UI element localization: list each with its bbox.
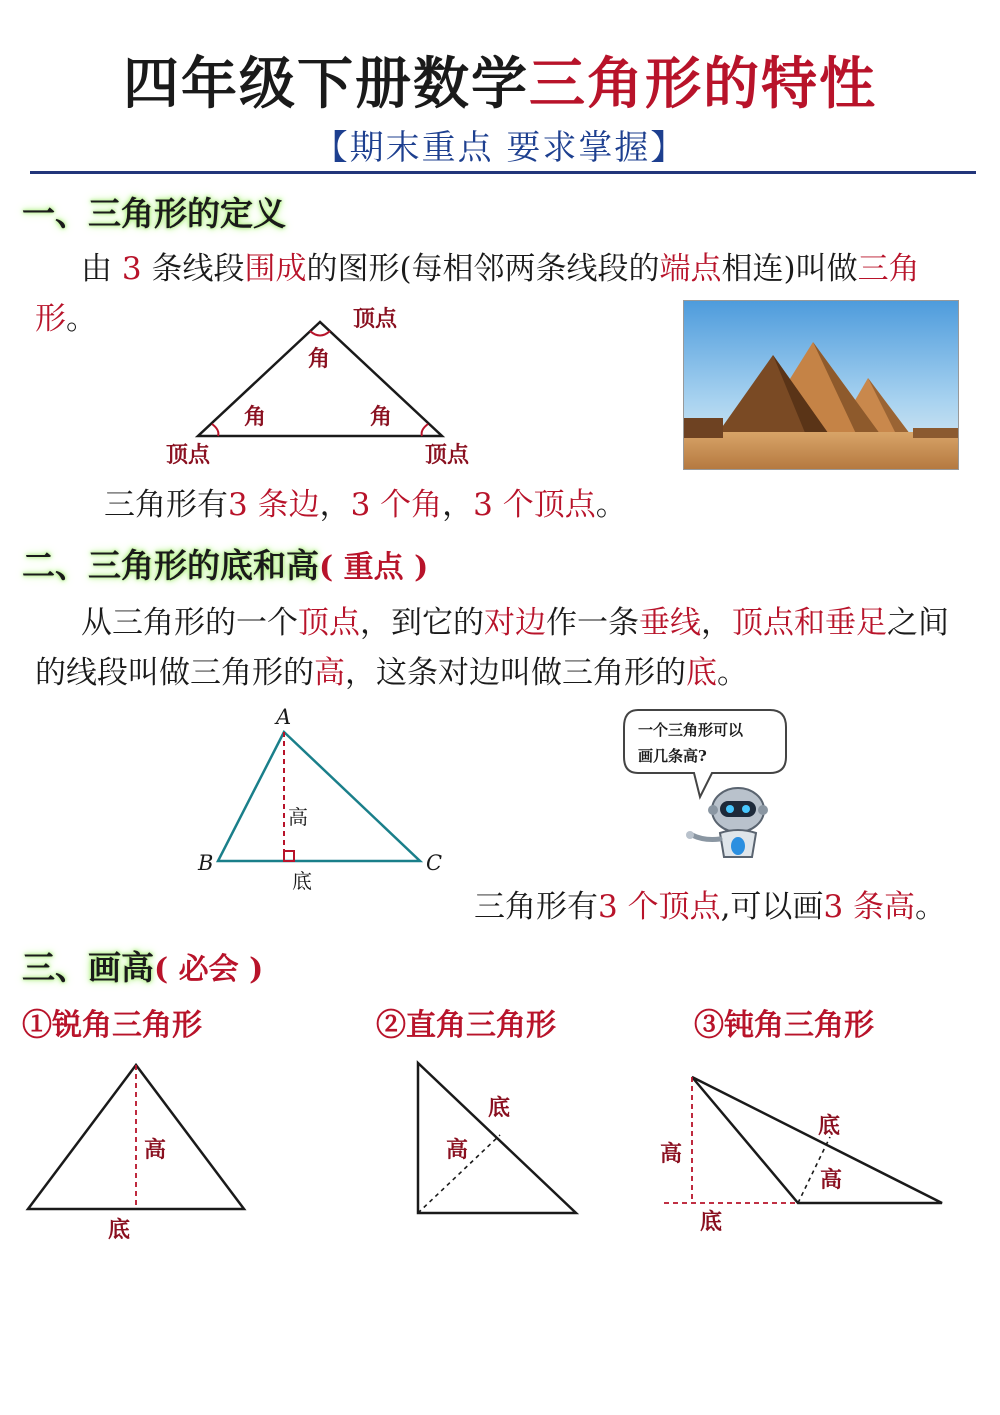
bubble-line1: 一个三角形可以 <box>638 721 744 739</box>
obtuse-triangle-label: ③钝角三角形 <box>694 1008 874 1043</box>
title-part2: 三角形的特性 <box>529 51 877 117</box>
robot-icon <box>686 788 768 857</box>
page-title <box>0 40 1000 120</box>
acute-triangle-diagram <box>20 1055 260 1255</box>
section3-heading: 三、画高( 必会 ) <box>22 948 264 987</box>
vertex-label-top: 顶点 <box>353 306 398 332</box>
acute-base-label: 底 <box>108 1217 131 1243</box>
bubble-line2: 画几条高? <box>638 747 707 765</box>
section1-summary: 三角形有3 条边，3 个角，3 个顶点。 <box>104 487 627 523</box>
abc-triangle <box>218 732 420 861</box>
definition-triangle-diagram <box>150 300 500 480</box>
title-part1: 四年级下册数学 <box>123 51 529 117</box>
right-angle-mark <box>284 851 294 861</box>
section2-definition: 从三角形的一个顶点，到它的对边作一条垂线，顶点和垂足之间的线段叫做三角形的高，这条对边叫做三角形的底。 <box>35 605 949 691</box>
abc-triangle-diagram <box>190 700 460 900</box>
right-triangle-label: ②直角三角形 <box>376 1008 556 1043</box>
height-label: 高 <box>288 805 308 829</box>
base-label: 底 <box>292 869 312 893</box>
angle-label-left: 角 <box>244 404 267 430</box>
robot-question-illustration <box>620 705 790 865</box>
obtuse-base-label: 底 <box>700 1209 723 1235</box>
page-subtitle: 【期末重点 要求掌握】 <box>313 128 687 168</box>
section2-heading: 二、三角形的底和高( 重点 ) <box>22 546 429 585</box>
vertex-label-right: 顶点 <box>425 442 470 468</box>
pyramids-photo <box>683 300 959 470</box>
acute-triangle-label: ①锐角三角形 <box>22 1008 202 1043</box>
obtuse-triangle <box>692 1077 942 1203</box>
right-height-label: 高 <box>446 1137 469 1163</box>
obtuse-height2-label: 高 <box>820 1167 843 1193</box>
right-base-label: 底 <box>488 1095 511 1121</box>
section1-definition: 由 3 条线段围成的图形(每相邻两条线段的端点相连)叫做三角形。 <box>35 251 920 337</box>
angle-label-top: 角 <box>308 346 331 372</box>
left-angle-arc <box>212 424 218 436</box>
section1-heading: 一、三角形的定义 <box>22 194 286 233</box>
obtuse-base2-label: 底 <box>818 1113 841 1139</box>
vertex-label-left: 顶点 <box>166 442 211 468</box>
section2-summary: 三角形有3 个顶点,可以画3 条高。 <box>474 889 947 925</box>
obtuse-triangle-diagram <box>650 1055 960 1255</box>
obtuse-height-label: 高 <box>660 1141 683 1167</box>
vertex-B: B <box>198 851 214 875</box>
vertex-C: C <box>426 851 443 875</box>
title-divider <box>30 171 976 174</box>
right-angle-arc <box>422 424 428 436</box>
right-triangle-diagram <box>400 1055 600 1255</box>
vertex-A: A <box>276 705 292 729</box>
angle-label-right: 角 <box>370 404 393 430</box>
acute-height-label: 高 <box>144 1137 167 1163</box>
definition-triangle <box>198 322 442 436</box>
top-angle-arc <box>310 331 330 336</box>
